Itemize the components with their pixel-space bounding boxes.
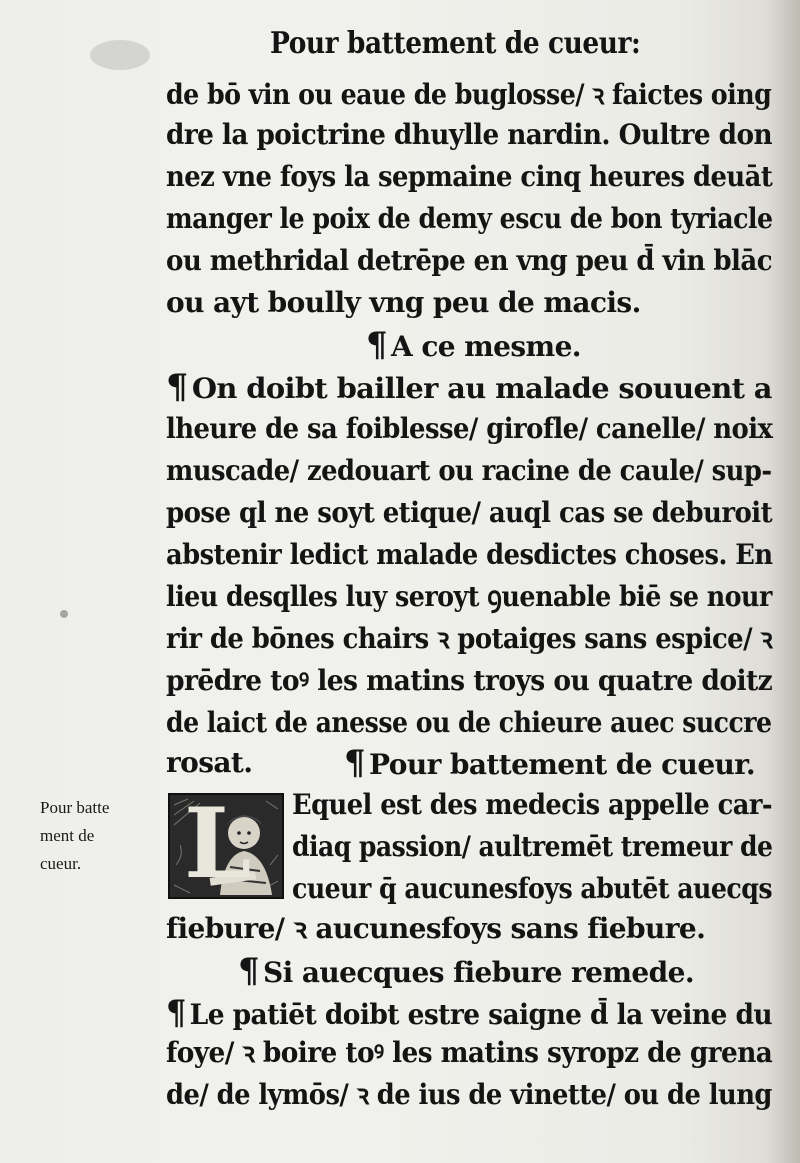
- text-line-21: [166, 993, 773, 1033]
- text-line-10: pose ql ne soyt etique/ auql cas se deburoit: [166, 496, 773, 529]
- text-line-17: Equel est des medecis appelle car-: [292, 788, 773, 821]
- text-line-18: diaq passion/ aultremēt tremeur de: [292, 830, 773, 863]
- text-line-14: prēdre toꝰ les matins troys ou quatre doitz: [166, 664, 773, 697]
- text-line-19: cueur q̄ aucunesfoys abutēt auecqs: [292, 872, 773, 905]
- pilcrow-icon: ¶: [166, 367, 188, 407]
- text-line-22: foye/ ꝛ boire toꝰ les matins syropz de grena: [166, 1036, 773, 1069]
- margin-note-line-3: cueur.: [40, 854, 82, 873]
- text-line-2: dre la poictrine dhuylle nardin. Oultre don: [166, 118, 773, 151]
- text-line-3: nez vne foys la sepmaine cinq heures deuāt: [166, 160, 773, 193]
- paper-speck: [60, 610, 68, 618]
- subheading-battement: [344, 743, 756, 783]
- text-line-23: de/ de lymōs/ ꝛ de ius de vinette/ ou de lung: [166, 1078, 772, 1111]
- text-line-4: manger le poix de demy escu de bon tyriacle: [166, 202, 773, 235]
- subheading-text: Pour battement de cueur.: [369, 748, 756, 781]
- pilcrow-icon: ¶: [166, 993, 186, 1033]
- text-line-15: de laict de anesse ou de chieure auec succre: [166, 706, 772, 739]
- subheading-text: A ce mesme.: [391, 330, 581, 363]
- text-line-11: abstenir ledict malade desdictes choses. En: [166, 538, 773, 571]
- text-line-8: lheure de sa foiblesse/ girofle/ canelle/ noix: [166, 412, 773, 445]
- decorated-initial: [168, 793, 284, 899]
- margin-note-line-2: ment de: [40, 826, 95, 845]
- initial-letter: L: [184, 793, 252, 899]
- running-head: Pour battement de cueur:: [270, 26, 641, 61]
- pilcrow-icon: ¶: [344, 743, 366, 783]
- paragraph-start: Le patiēt doibt estre saigne d̄ la veine du: [189, 998, 773, 1031]
- pilcrow-icon: ¶: [366, 325, 388, 365]
- margin-note: [40, 794, 170, 878]
- paper-stain: [90, 40, 150, 70]
- subheading-remede: [238, 951, 694, 991]
- text-line-7: [166, 367, 772, 407]
- text-line-12: lieu desqlles luy seroyt ꝯuenable biē se nour: [166, 580, 772, 613]
- subheading-text: Si auecques fiebure remede.: [263, 956, 694, 989]
- text-line-20: fiebure/ ꝛ aucunesfoys sans fiebure.: [166, 912, 706, 945]
- text-line-16: rosat.: [166, 746, 253, 779]
- text-line-13: rir de bōnes chairs ꝛ potaiges sans espice/ ꝛ: [166, 622, 773, 655]
- text-line-6: ou ayt boully vng peu de macis.: [166, 286, 641, 319]
- text-line-1: de bō vin ou eaue de buglosse/ ꝛ faictes oing: [166, 78, 772, 111]
- subheading-a-ce-mesme: [366, 325, 581, 365]
- text-line-5: ou methridal detrēpe en vng peu d̄ vin blāc: [166, 244, 773, 277]
- paragraph-start: On doibt bailler au malade souuent a: [191, 372, 772, 405]
- margin-note-line-1: Pour batte: [40, 798, 110, 817]
- pilcrow-icon: ¶: [238, 951, 260, 991]
- text-line-9: muscade/ zedouart ou racine de caule/ sup-: [166, 454, 772, 487]
